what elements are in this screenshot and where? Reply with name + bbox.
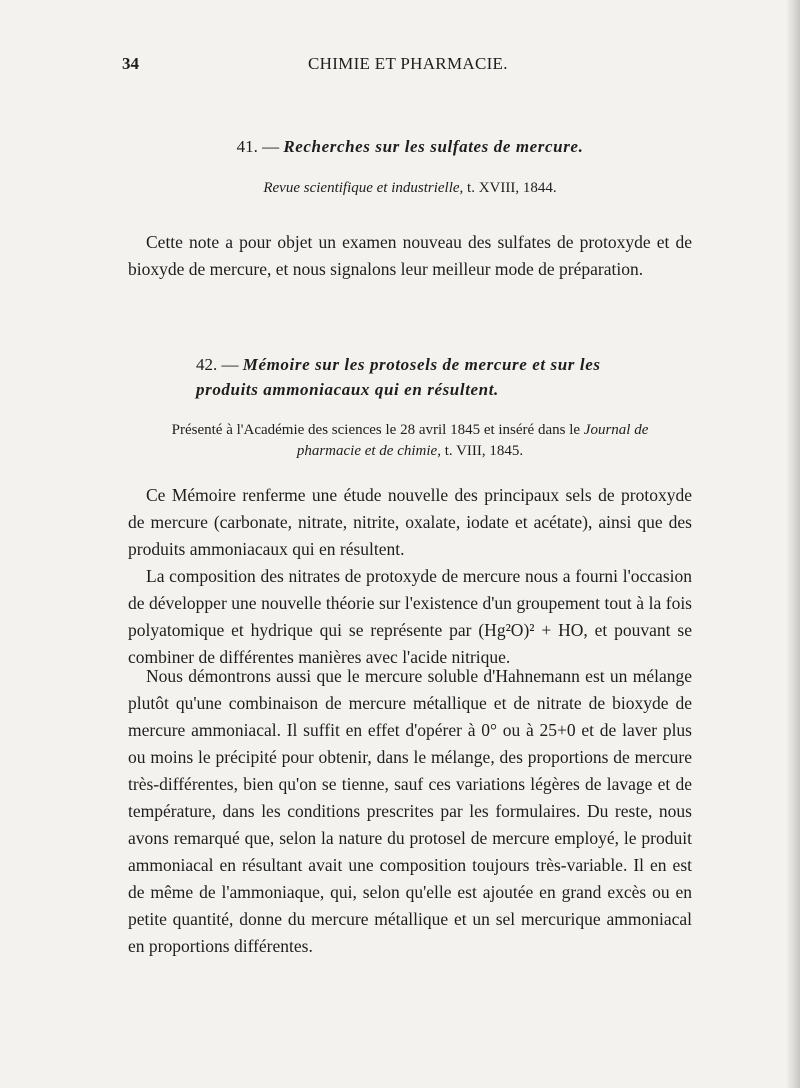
entry-41-paragraph: Cette note a pour objet un examen nouveau des sulfates de protoxyde et de bioxyde de mercure, et nous signalons leur meilleur mode de préparation.: [128, 232, 692, 279]
source-prefix: Présenté à l'Académie des sciences le 28 avril 1845 et inséré dans le: [171, 422, 581, 438]
entry-42-paragraph-3: Nous démontrons aussi que le mercure soluble d'Hahnemann est un mélange plutôt qu'une combinaison de mercure métallique et de nitrate de bioxyde de mercure ammoniacal. Il suffit en effet d'opérer à 0° ou à 25+0 et de laver plus ou moins le précipité pour obtenir, dans le mélange, des proportions de mercure très-différentes, bien qu'on se tienne, sauf ces variations légères de lavage et de température, dans les conditions prescrites par les formulaires. Du reste, nous avons remarqué que, selon la nature du protosel de mercure employé, le produit ammoniacal en résultant avait une composition toujours très-variable. Il en est de même de l'ammoniaque, qui, selon qu'elle est ajoutée en grand excès ou en petite quantité, donne du mercure métallique et un sel mercurique ammoniacal en proportions différentes.: [128, 666, 692, 956]
page-number: 34: [122, 54, 139, 73]
source-journal: Revue scientifique et industrielle,: [263, 180, 464, 196]
entry-title-text: Mémoire sur les protosels de mercure et sur les produits ammoniacaux qui en résultent.: [196, 355, 601, 399]
entry-42-title: [196, 352, 666, 402]
page-header: [122, 54, 682, 78]
entry-42-paragraph-1: Ce Mémoire renferme une étude nouvelle des principaux sels de protoxyde de mercure (carbonate, nitrate, nitrite, oxalate, iodate et acétate), ainsi que des produits ammoniacaux qui en résultent.: [128, 485, 692, 559]
source-volume: t. VIII, 1845.: [444, 443, 524, 459]
entry-number: 41.: [236, 137, 258, 156]
entry-dash: —: [221, 355, 239, 374]
entry-42-paragraph-2: La composition des nitrates de protoxyde de mercure nous a fourni l'occasion de développer une nouvelle théorie sur l'existence d'un groupement tout à la fois polyatomique et hydrique qui se représente par (Hg²O)² + HO, et pouvant se combiner de différentes manières avec l'acide nitrique.: [128, 566, 692, 667]
entry-41-source: [150, 178, 670, 199]
entry-title-text: Recherches sur les sulfates de mercure.: [283, 137, 584, 156]
source-volume: t. XVIII, 1844.: [467, 180, 557, 196]
entry-number: 42.: [196, 355, 218, 374]
entry-dash: —: [262, 137, 280, 156]
entry-42-source: [140, 420, 680, 462]
page-edge-shadow: [786, 0, 800, 1088]
source-journal: Journal de pharmacie et de chimie,: [296, 422, 649, 459]
running-head: CHIMIE ET PHARMACIE.: [308, 54, 508, 73]
entry-41-title: [130, 134, 690, 159]
